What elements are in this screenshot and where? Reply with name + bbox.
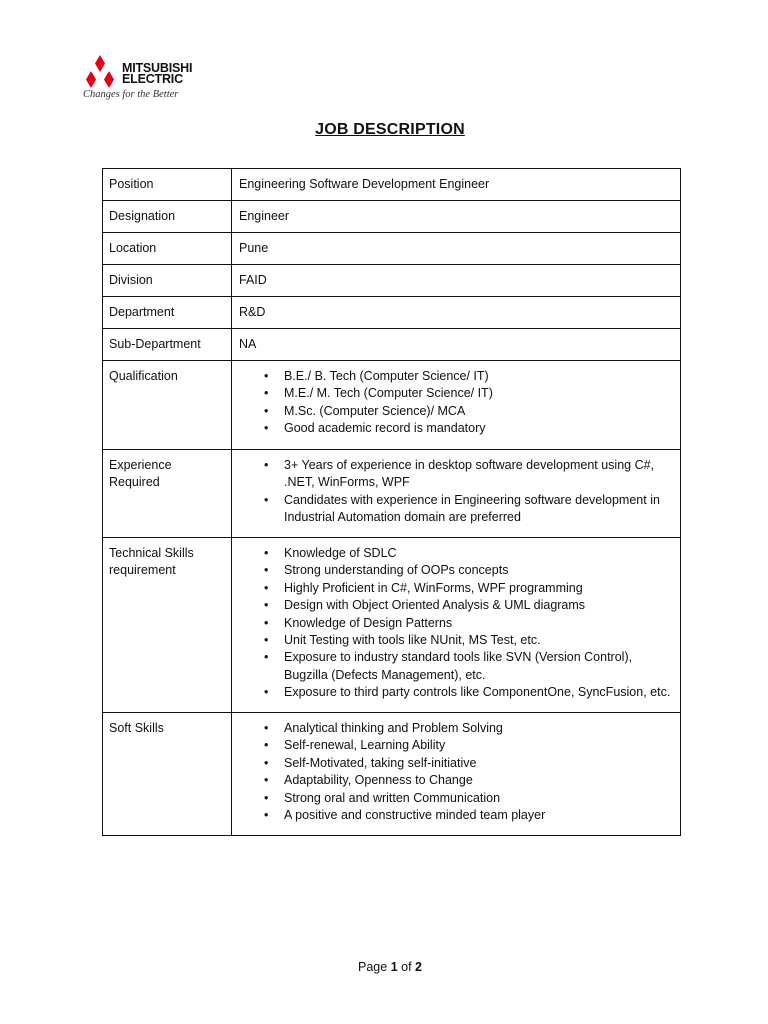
row-label-location: Location [103,233,232,265]
page-of: of [401,960,412,974]
row-value-department: R&D [232,297,681,329]
list-item: • Analytical thinking and Problem Solving [284,720,673,737]
row-value-technical-skills [232,538,681,713]
row-value-sub-department: NA [232,329,681,361]
row-value-experience [232,450,681,538]
list-item: • Knowledge of SDLC [284,545,673,562]
list-item: • A positive and constructive minded team player [284,807,673,824]
company-logo [82,52,212,104]
row-label-qualification: Qualification [103,361,232,450]
list-item: • Strong understanding of OOPs concepts [284,562,673,579]
table-row [103,265,681,297]
row-label-technical-skills: Technical Skills requirement [103,538,232,713]
list-item: • Good academic record is mandatory [284,420,673,437]
row-label-designation: Designation [103,201,232,233]
list-item: • Self-renewal, Learning Ability [284,737,673,754]
list-item: • Highly Proficient in C#, WinForms, WPF programming [284,580,673,597]
document-title: JOB DESCRIPTION [315,121,465,138]
list-item: • B.E./ B. Tech (Computer Science/ IT) [284,368,673,385]
row-value-qualification [232,361,681,450]
row-value-division: FAID [232,265,681,297]
current-page-number: 1 [390,960,398,974]
list-item: • Exposure to industry standard tools like SVN (Version Control), Bugzilla (Defects Management), etc. [284,649,673,684]
page-footer [0,960,768,974]
row-value-soft-skills [232,713,681,836]
row-label-division: Division [103,265,232,297]
table-row [103,201,681,233]
brand-name-line1: MITSUBISHI [122,61,193,75]
brand-name-line2: ELECTRIC [122,72,183,86]
list-item: • Adaptability, Openness to Change [284,772,673,789]
table-row [103,329,681,361]
table-row [103,450,681,538]
table-row [103,538,681,713]
row-label-sub-department: Sub-Department [103,329,232,361]
row-value-location: Pune [232,233,681,265]
technical-skills-list [239,545,673,702]
qualification-list [239,368,673,438]
job-details-table [102,168,681,836]
list-item: • Self-Motivated, taking self-initiative [284,755,673,772]
table-row [103,233,681,265]
row-label-experience: Experience Required [103,450,232,538]
list-item: • Exposure to third party controls like ComponentOne, SyncFusion, etc. [284,684,673,701]
row-label-position: Position [103,169,232,201]
soft-skills-list [239,720,673,824]
list-item: • Design with Object Oriented Analysis & UML diagrams [284,597,673,614]
total-page-number: 2 [415,960,422,974]
brand-tagline: Changes for the Better [83,89,179,100]
list-item: • Unit Testing with tools like NUnit, MS Test, etc. [284,632,673,649]
list-item: • Knowledge of Design Patterns [284,615,673,632]
experience-list [239,457,673,527]
row-value-position: Engineering Software Development Engineer [232,169,681,201]
table-row [103,297,681,329]
row-value-designation: Engineer [232,201,681,233]
page-prefix: Page [358,960,388,974]
row-label-department: Department [103,297,232,329]
table-row [103,361,681,450]
list-item: • 3+ Years of experience in desktop software development using C#, .NET, WinForms, WPF [284,457,673,492]
list-item: • M.Sc. (Computer Science)/ MCA [284,403,673,420]
list-item: • Candidates with experience in Engineering software development in Industrial Automation domain are preferred [284,492,673,527]
table-row [103,169,681,201]
list-item: • M.E./ M. Tech (Computer Science/ IT) [284,385,673,402]
three-diamonds-icon [82,54,118,88]
list-item: • Strong oral and written Communication [284,790,673,807]
row-label-soft-skills: Soft Skills [103,713,232,836]
table-row [103,713,681,836]
